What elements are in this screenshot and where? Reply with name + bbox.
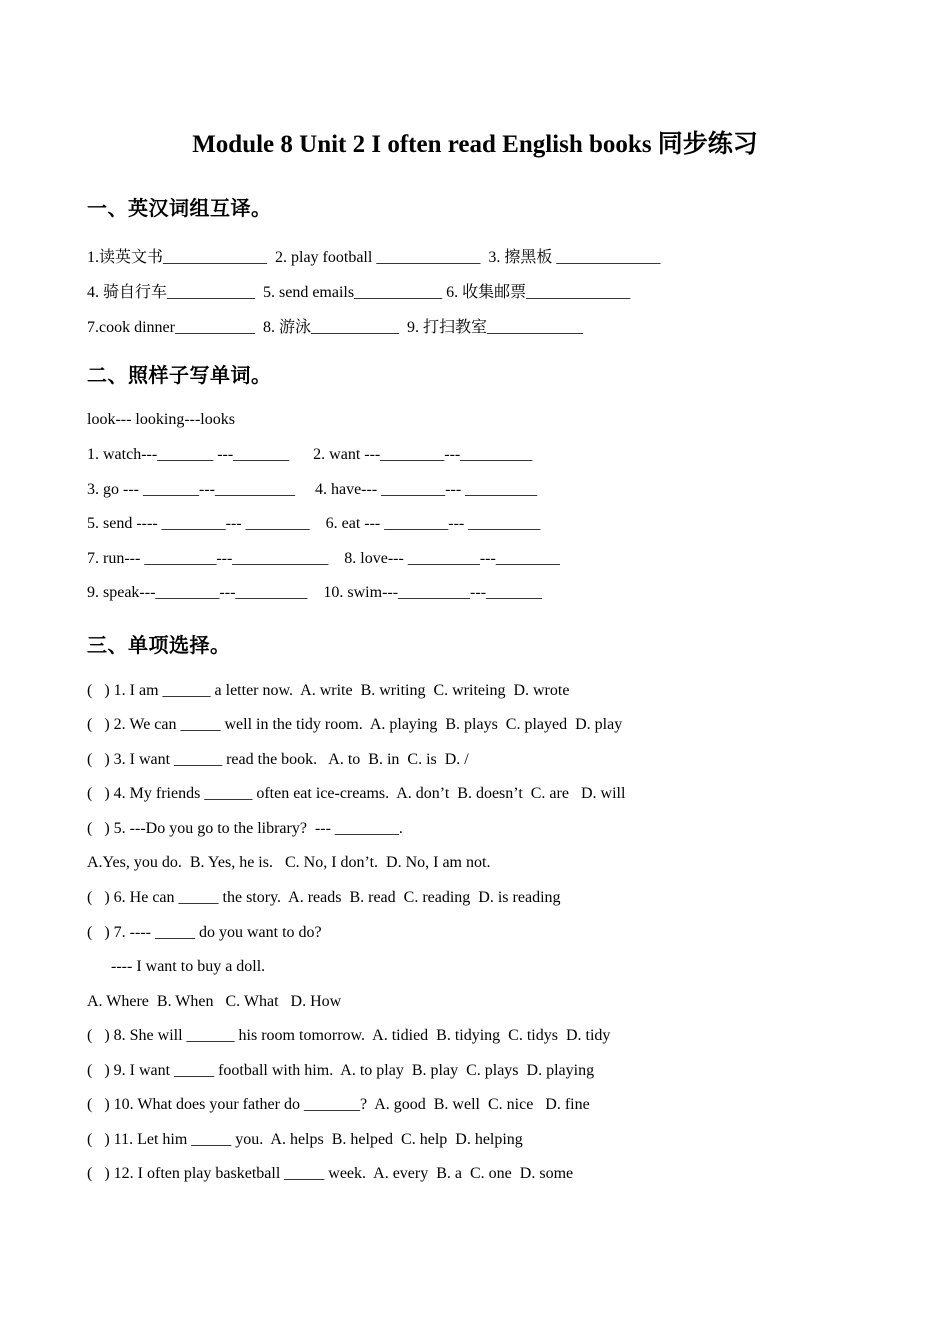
section-1-line: 1.读英文书_____________ 2. play football _____________ 3. 擦黑板 _____________ [87,249,661,266]
section-2-line: 1. watch---_______ ---_______ 2. want ---________---_________ [87,446,533,463]
dialogue-line: ---- I want to buy a doll. [87,958,266,975]
answer-options-line: A.Yes, you do. B. Yes, he is. C. No, I don’t. D. No, I am not. [87,854,491,871]
question-line: ( ) 2. We can _____ well in the tidy room. A. playing B. plays C. played D. play [87,716,623,733]
section-1-line: 7.cook dinner__________ 8. 游泳___________ 9. 打扫教室____________ [87,319,583,336]
section-3-heading: 三、单项选择。 [87,633,231,657]
question-line: ( ) 5. ---Do you go to the library? --- ________. [87,820,403,837]
section-2-line: 5. send ---- ________--- ________ 6. eat --- ________--- _________ [87,515,541,532]
section-1-heading: 一、英汉词组互译。 [87,196,272,220]
section-2-heading: 二、照样子写单词。 [87,363,272,387]
section-1-line: 4. 骑自行车___________ 5. send emails___________ 6. 收集邮票_____________ [87,284,631,301]
question-line: ( ) 8. She will ______ his room tomorrow. A. tidied B. tidying C. tidys D. tidy [87,1027,611,1044]
question-line: ( ) 11. Let him _____ you. A. helps B. helped C. help D. helping [87,1131,523,1148]
question-line: ( ) 3. I want ______ read the book. A. to B. in C. is D. / [87,751,469,768]
question-line: ( ) 6. He can _____ the story. A. reads B. read C. reading D. is reading [87,889,561,906]
section-2-line: 9. speak---________---_________ 10. swim---_________---_______ [87,584,543,601]
answer-options-line: A. Where B. When C. What D. How [87,993,342,1010]
section-2-line: 7. run--- _________---____________ 8. love--- _________---________ [87,550,560,567]
section-2-line: look--- looking---looks [87,411,235,428]
question-line: ( ) 9. I want _____ football with him. A. to play B. play C. plays D. playing [87,1062,595,1079]
question-line: ( ) 7. ---- _____ do you want to do? [87,924,322,941]
section-2-line: 3. go --- _______---__________ 4. have--- ________--- _________ [87,481,538,498]
page-title: Module 8 Unit 2 I often read English books 同步练习 [192,131,758,158]
question-line: ( ) 1. I am ______ a letter now. A. write B. writing C. writeing D. wrote [87,682,570,699]
question-line: ( ) 4. My friends ______ often eat ice-creams. A. don’t B. doesn’t C. are D. will [87,785,626,802]
question-line: ( ) 10. What does your father do _______? A. good B. well C. nice D. fine [87,1096,590,1113]
question-line: ( ) 12. I often play basketball _____ week. A. every B. a C. one D. some [87,1165,574,1182]
